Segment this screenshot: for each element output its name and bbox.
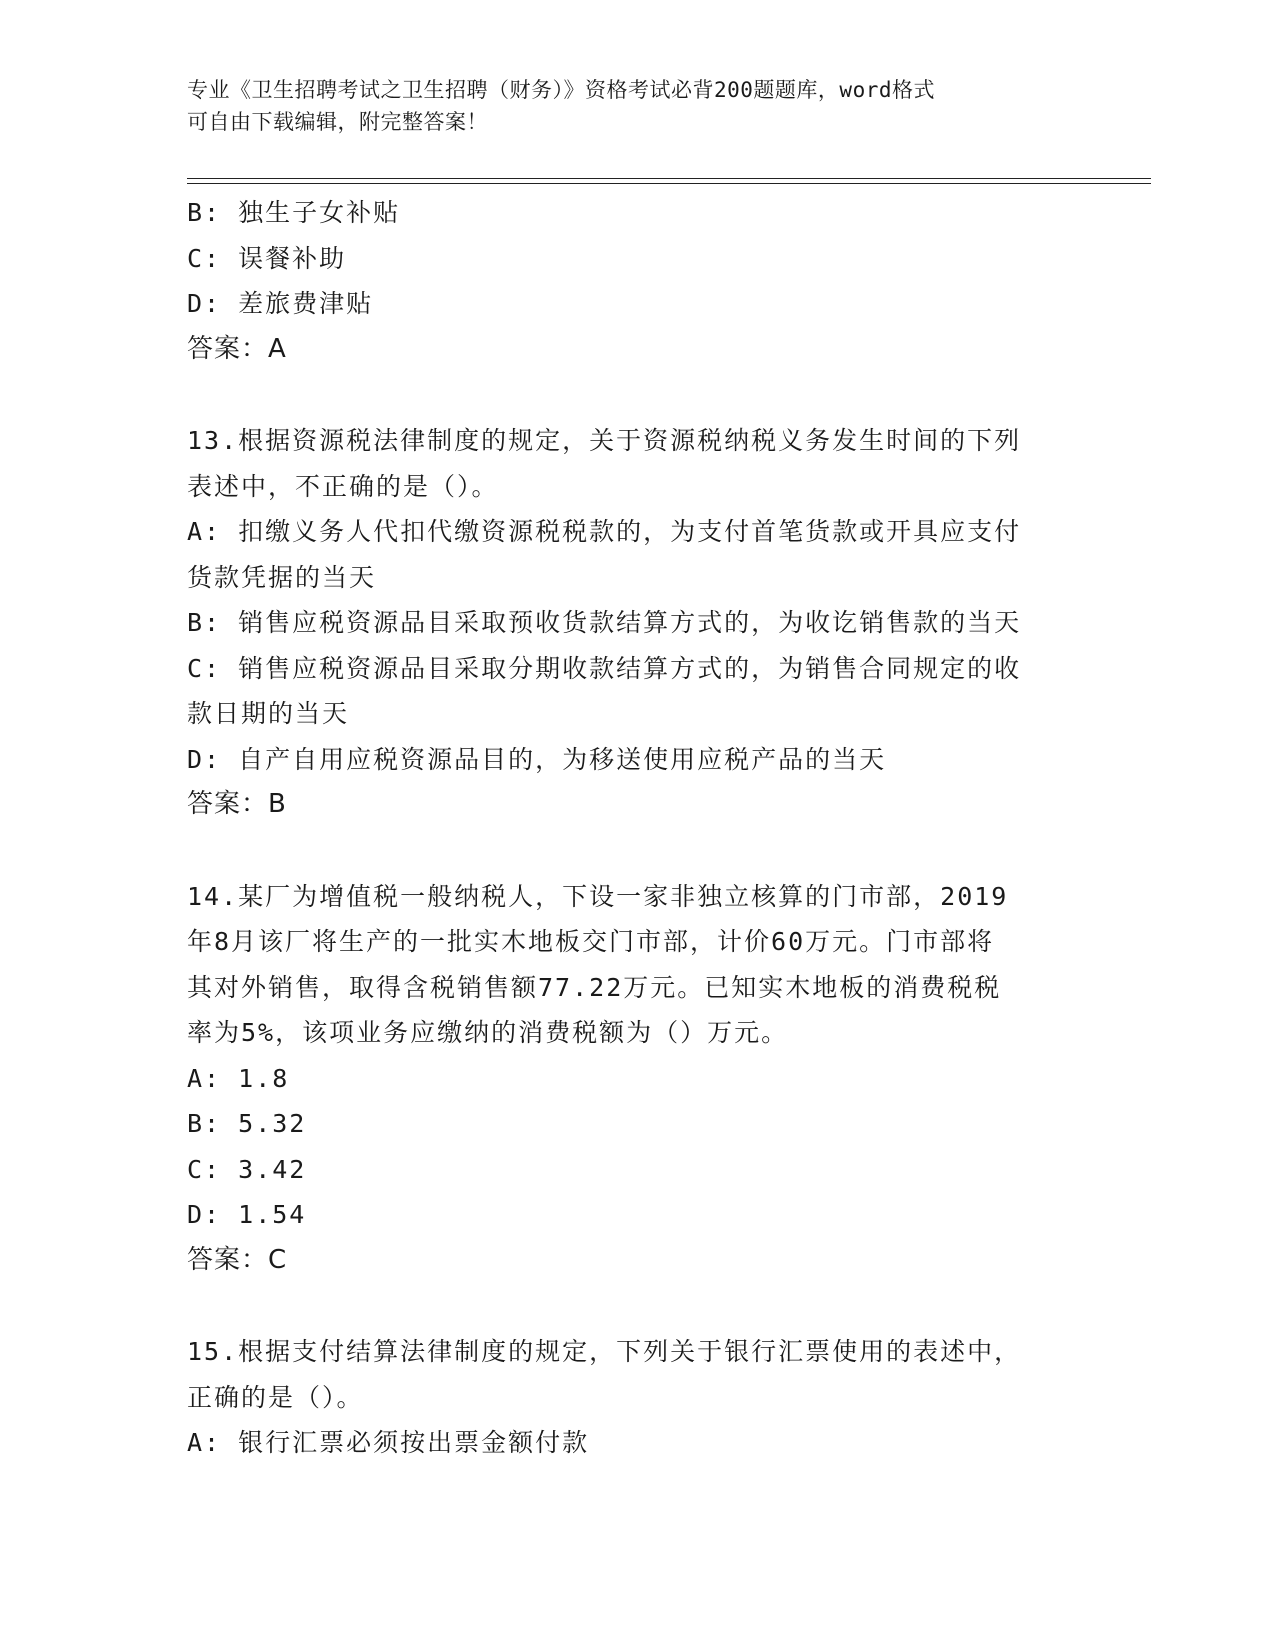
header-rule-bottom xyxy=(187,183,1151,184)
spacer xyxy=(187,1283,1087,1329)
question-stem-line: 表述中，不正确的是（）。 xyxy=(187,471,499,501)
header-line-1: 专业《卫生招聘考试之卫生招聘（财务）》资格考试必背200题题库，word格式 xyxy=(187,78,935,102)
question-13 xyxy=(187,418,1087,828)
option-a: A: 1.8 xyxy=(187,1063,290,1093)
answer-line: 答案：C xyxy=(187,1244,288,1275)
question-list xyxy=(187,190,1087,1466)
answer-line: 答案：A xyxy=(187,333,287,364)
question-15 xyxy=(187,1329,1087,1466)
option-b: B: 5.32 xyxy=(187,1109,307,1138)
spacer xyxy=(187,372,1087,418)
option-a: A: 银行汇票必须按出票金额付款 xyxy=(187,1428,590,1457)
option-c: C: 误餐补助 xyxy=(187,243,347,273)
question-stem-line: 正确的是（）。 xyxy=(187,1382,364,1412)
option-c: C: 3.42 xyxy=(187,1154,307,1184)
document-header xyxy=(187,74,1067,138)
option-a-continued: 货款凭据的当天 xyxy=(187,562,377,592)
spacer xyxy=(187,828,1087,874)
question-stem-line: 14.某厂为增值税一般纳税人，下设一家非独立核算的门市部，2019 xyxy=(187,881,1009,911)
option-a: A: 扣缴义务人代扣代缴资源税税款的，为支付首笔货款或开具应支付 xyxy=(187,517,1022,546)
answer-line: 答案：B xyxy=(187,789,287,819)
option-d: D: 自产自用应税资源品目的，为移送使用应税产品的当天 xyxy=(187,744,887,774)
option-c: C: 销售应税资源品目采取分期收款结算方式的，为销售合同规定的收 xyxy=(187,653,1022,683)
question-stem-line: 15.根据支付结算法律制度的规定，下列关于银行汇票使用的表述中， xyxy=(187,1337,1022,1366)
header-line-2: 可自由下载编辑，附完整答案！ xyxy=(187,110,488,134)
question-stem-line: 率为5%，该项业务应缴纳的消费税额为（）万元。 xyxy=(187,1018,789,1047)
question-stem-line: 年8月该厂将生产的一批实木地板交门市部，计价60万元。门市部将 xyxy=(187,927,995,956)
question-12-tail xyxy=(187,190,1087,372)
question-stem-line: 其对外销售，取得含税销售额77.22万元。已知实木地板的消费税税 xyxy=(187,972,1002,1002)
question-stem-line: 13.根据资源税法律制度的规定，关于资源税纳税义务发生时间的下列 xyxy=(187,426,1022,455)
option-b: B: 独生子女补贴 xyxy=(187,198,401,227)
question-14 xyxy=(187,874,1087,1284)
option-d: D: 差旅费津贴 xyxy=(187,289,374,318)
option-c-continued: 款日期的当天 xyxy=(187,699,350,728)
option-b: B: 销售应税资源品目采取预收货款结算方式的，为收讫销售款的当天 xyxy=(187,608,1022,637)
option-d: D: 1.54 xyxy=(187,1200,307,1229)
header-rule-top xyxy=(187,178,1151,179)
